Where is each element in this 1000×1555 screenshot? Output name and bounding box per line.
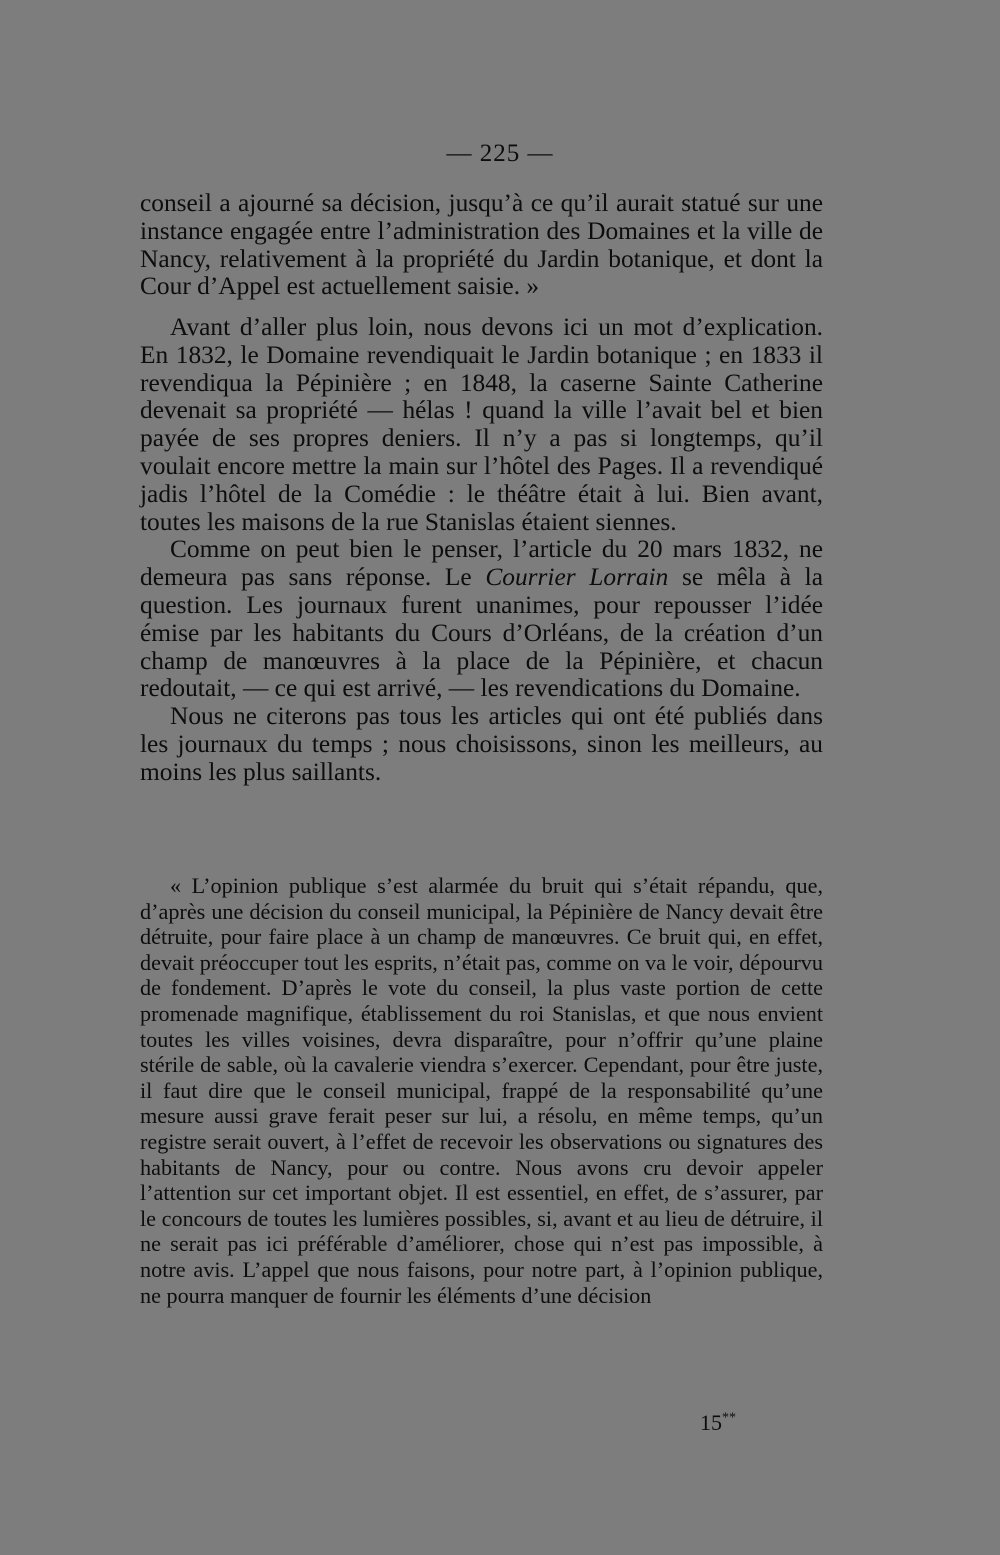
paragraph-reponse-mid: ne demeura pas sans réponse. Le	[140, 535, 823, 592]
opening-paragraph-block	[140, 190, 823, 301]
paragraph-reponse-end: se mêla à la question. Les journaux furent unanimes, pour repousser l’idée émise par les habitants du Cours d’Orléans, de la création d’un champ de manœuvres à la place de la Pépinière, et chacun redoutait, — ce qui est arrivé, — les revendications du Domaine.	[140, 563, 823, 703]
paragraph-domaine: Avant d’aller plus loin, nous devons ici un mot d’explication. En 1832, le Domaine revendiquait le Jardin botanique ; en 1833 il revendiqua la Pépinière ; en 1848, la caserne Sainte Catherine devenait sa propriété — hélas ! quand la ville l’avait bel et bien payée de ses propres deniers. Il n’y a pas si longtemps, qu’il voulait encore mettre la main sur l’hôtel des Pages. Il a revendiqué jadis l’hôtel de la Comédie : le théâtre était à lui. Bien avant, toutes les maisons de la rue Stanislas étaient siennes.	[140, 313, 823, 536]
signature-asterisks: **	[722, 1410, 736, 1426]
paragraph-reponse	[140, 536, 823, 703]
newspaper-title: Courrier Lorrain	[485, 563, 669, 592]
quote-block	[140, 873, 823, 1308]
page-number: — 225 —	[446, 140, 554, 167]
quoted-article: « L’opinion publique s’est alarmée du bruit qui s’était répandu, que, d’après une décision du conseil municipal, la Pépinière de Nancy devait être détruite, pour faire place à un champ de manœuvres. Ce bruit qui, en effet, devait préoccuper tout les esprits, n’était pas, comme on va le voir, dépourvu de fondement. D’après le vote du conseil, la plus vaste portion de cette promenade magnifique, établissement du roi Stanislas, et que nous envient toutes les villes voisines, devra disparaître, pour n’offrir qu’une plaine stérile de sable, où la cavalerie viendra s’exercer. Cependant, pour être juste, il faut dire que le conseil municipal, frappé de la responsabilité qu’une mesure aussi grave ferait peser sur lui, a résolu, en même temps, qu’un registre serait ouvert, à l’effet de recevoir les observations ou signatures des habitants de Nancy, pour ou contre. Nous avons cru devoir appeler l’attention sur cet important objet. Il est essentiel, en effet, de s’assurer, par le concours de toutes les lumières possibles, si, avant et au lieu de détruire, il ne serait pas ici préférable d’améliorer, chose qui n’est pas impossible, à notre avis. L’appel que nous faisons, pour notre part, à l’opinion publique, ne pourra manquer de fournir les éléments d’une décision	[140, 873, 823, 1308]
paragraph-reponse-start: Comme on peut bien le penser, l’article du 20 mars 1832,	[170, 535, 790, 564]
main-text-block	[140, 314, 823, 787]
signature-number: 15	[700, 1410, 722, 1435]
signature-mark	[700, 1410, 736, 1436]
paragraph-articles: Nous ne citerons pas tous les articles qui ont été publiés dans les journaux du temps ; nous choisissons, sinon les meilleurs, au moins les plus saillants.	[140, 702, 823, 786]
paragraph-continuation: conseil a ajourné sa décision, jusqu’à ce qu’il aurait statué sur une instance engagée entre l’administration des Domaines et la ville de Nancy, relativement à la propriété du Jardin botanique, et dont la Cour d’Appel est actuellement saisie. »	[140, 189, 823, 301]
